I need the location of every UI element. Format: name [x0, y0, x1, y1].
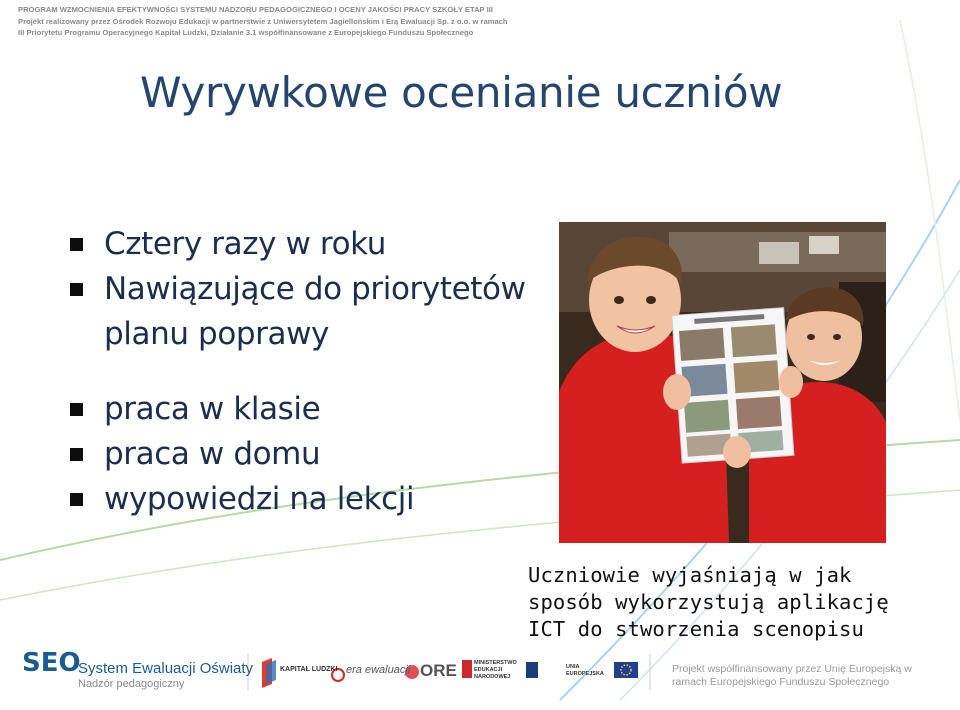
header-line-3: III Priorytetu Programu Operacyjnego Kapitał Ludzki, Działanie 3.1 współfinansowane z Europejskiego Funduszu Społecznego: [18, 28, 474, 37]
seo-name: System Ewaluacji Oświaty: [78, 660, 254, 677]
footer-eu-note: Projekt współfinansowany przez Unię Europejską w ramach Europejskiego Funduszu Społecznego: [672, 663, 912, 688]
caption-line-3: ICT do stworzenia scenopisu: [528, 617, 864, 641]
bullet-square-icon: [70, 403, 83, 416]
men-logo: MINISTERSTWO EDUKACJI NARODOWEJ: [474, 660, 517, 680]
bullet-item: wypowiedzi na lekcji: [68, 477, 538, 522]
kapital-ludzki-logo: KAPITAŁ LUDZKI: [280, 666, 338, 673]
photo-caption: [528, 562, 948, 643]
header-text: [18, 4, 538, 39]
caption-line-1: Uczniowie wyjaśniają w jak: [528, 563, 852, 587]
seo-subtitle: Nadzór pedagogiczny: [78, 678, 185, 690]
ore-logo: ORE: [420, 661, 457, 680]
era-ewaluacji-logo: era ewaluacji: [346, 664, 411, 676]
bullet-item: praca w klasie: [68, 387, 538, 432]
bullet-item: praca w domu: [68, 432, 538, 477]
caption-line-2: sposób wykorzystują aplikację: [528, 590, 889, 614]
header-line-1: PROGRAM WZMOCNIENIA EFEKTYWNOŚCI SYSTEMU NADZORU PEDAGOGICZNEGO I OCENY JAKOŚCI PRACY SZKOŁY ETAP III: [18, 5, 493, 14]
photo-students-storyboard: [559, 222, 886, 543]
eu-logo-label: UNIA EUROPEJSKA: [566, 664, 604, 677]
bullet-square-icon: [70, 283, 83, 296]
bullet-square-icon: [70, 238, 83, 251]
slide-title: Wyrywkowe ocenianie uczniów: [140, 68, 783, 117]
header-line-2: Projekt realizowany przez Ośrodek Rozwoju Edukacji w partnerstwie z Uniwersytetem Jagiellońskim i Erą Ewaluacji Sp. z o.o. w ramach: [18, 16, 508, 26]
seo-logo: SEO: [22, 648, 81, 678]
bullet-square-icon: [70, 493, 83, 506]
bullet-item: Cztery razy w roku: [68, 222, 538, 267]
bullet-list: [68, 222, 538, 522]
bullet-square-icon: [70, 448, 83, 461]
bullet-item: Nawiązujące do priorytetów planu poprawy: [68, 267, 538, 357]
